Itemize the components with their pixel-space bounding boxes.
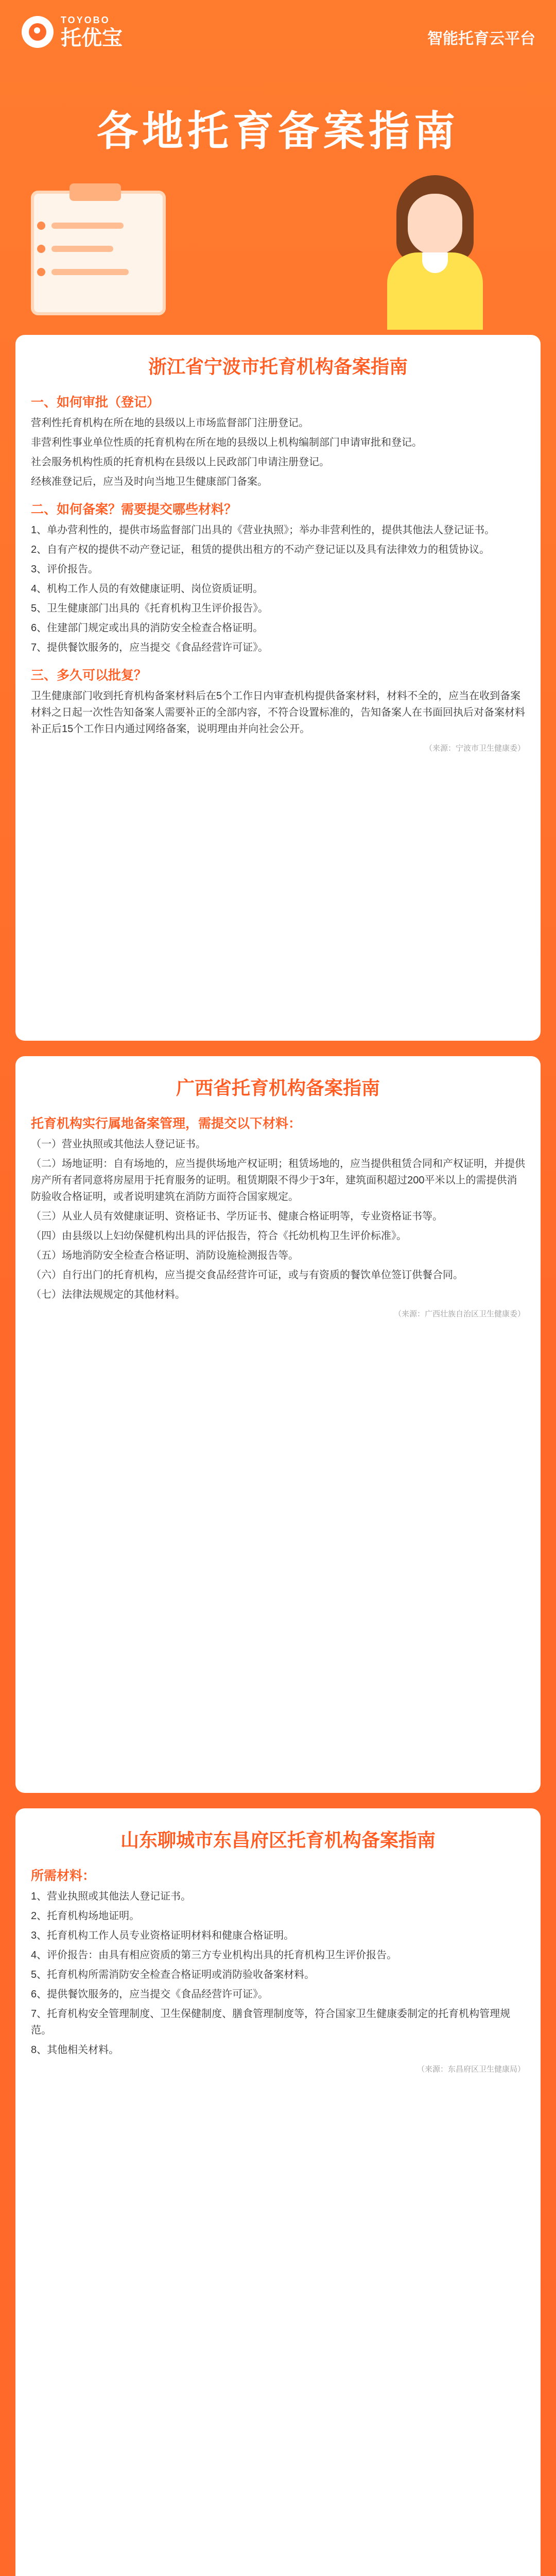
brand-en: TOYOBO	[61, 15, 110, 25]
paragraph: 6、住建部门规定或出具的消防安全检查合格证明。	[31, 622, 264, 634]
paragraph: 2、托育机构场地证明。	[31, 1910, 140, 1922]
card-ningbo	[15, 335, 541, 1041]
paragraph: 6、提供餐饮服务的，应当提交《食品经营许可证》。	[31, 1989, 269, 2000]
paragraph: 8、其他相关材料。	[31, 2044, 119, 2056]
paragraph: 3、评价报告。	[31, 564, 99, 575]
source-note: （来源：东昌府区卫生健康局）	[416, 2065, 525, 2074]
paragraph: （四）由县级以上妇幼保健机构出具的评估报告，符合《托幼机构卫生评价标准》。	[31, 1230, 407, 1242]
paragraph: （一）营业执照或其他法人登记证书。	[31, 1139, 206, 1150]
source-note: （来源：广西壮族自治区卫生健康委）	[393, 1310, 525, 1318]
paragraph: （六）自行出门的托育机构，应当提交食品经营许可证，或与有资质的餐饮单位签订供餐合同。	[31, 1269, 463, 1281]
paragraph: 7、托育机构安全管理制度、卫生保健制度、膳食管理制度等，符合国家卫生健康委制定的托育机构管理规范。	[31, 2008, 511, 2036]
logo-icon	[22, 16, 54, 48]
platform-name: 智能托育云平台	[427, 30, 535, 47]
section-heading: 二、如何备案？需要提交哪些材料？	[31, 502, 237, 517]
paragraph: 2、自有产权的提供不动产登记证，租赁的提供出租方的不动产登记证以及具有法律效力的租赁协议。	[31, 544, 490, 555]
source-note: （来源：宁波市卫生健康委）	[424, 744, 525, 753]
paragraph: 社会服务机构性质的托育机构在县级以上民政部门申请注册登记。	[31, 456, 329, 468]
paragraph: 5、卫生健康部门出具的《托育机构卫生评价报告》。	[31, 603, 269, 614]
teacher-illustration	[355, 165, 510, 330]
card-shandong	[15, 1808, 541, 2576]
section-heading: 一、如何审批（登记）	[31, 395, 160, 410]
paragraph: 7、提供餐饮服务的，应当提交《食品经营许可证》。	[31, 642, 269, 653]
paragraph: 1、单办营利性的，提供市场监督部门出具的《营业执照》；举办非营利性的，提供其他法人登记证书。	[31, 524, 495, 536]
paragraph: 3、托育机构工作人员专业资格证明材料和健康合格证明。	[31, 1930, 294, 1941]
paragraph: （三）从业人员有效健康证明、资格证书、学历证书、健康合格证明等，专业资格证书等。	[31, 1211, 443, 1222]
paragraph: （七）法律法规规定的其他材料。	[31, 1289, 185, 1300]
hero-banner	[0, 0, 556, 330]
paragraph: 4、机构工作人员的有效健康证明、岗位资质证明。	[31, 583, 264, 595]
section-heading: 所需材料：	[31, 1869, 96, 1883]
card-title: 山东聊城市东昌府区托育机构备案指南	[120, 1829, 436, 1851]
brand-text	[61, 15, 123, 48]
paragraph: （五）场地消防安全检查合格证明、消防设施检测报告等。	[31, 1250, 299, 1261]
paragraph: （二）场地证明：自有场地的，应当提供场地产权证明；租赁场地的，应当提供租赁合同和产权证明，并提供房产所有者同意将房屋用于托育服务的证明。租赁期限不得少于3年，建筑面积超过200平米以上的需提供消防验收合格证明，或者说明建筑在消防方面符合国家规定。	[31, 1158, 525, 1202]
card-guangxi	[15, 1056, 541, 1793]
brand-logo	[22, 15, 123, 48]
paragraph: 卫生健康部门收到托育机构备案材料后在5个工作日内审查机构提供备案材料，材料不全的，应当在收到备案材料之日起一次性告知备案人需要补正的全部内容，不符合设置标准的，告知备案人在书面回执后对备案材料补正后15个工作日内通过网络备案，说明理由并向社会公开。	[31, 690, 525, 735]
paragraph: 4、评价报告：由具有相应资质的第三方专业机构出具的托育机构卫生评价报告。	[31, 1950, 397, 1961]
brand-cn: 托优宝	[61, 27, 123, 49]
card-title: 广西省托育机构备案指南	[176, 1077, 380, 1098]
paragraph: 1、营业执照或其他法人登记证书。	[31, 1891, 192, 1902]
paragraph: 经核准登记后，应当及时向当地卫生健康部门备案。	[31, 476, 268, 487]
paragraph: 5、托育机构所需消防安全检查合格证明或消防验收备案材料。	[31, 1969, 315, 1980]
section-heading: 三、多久可以批复？	[31, 668, 147, 683]
page-title: 各地托育备案指南	[97, 108, 459, 154]
section-heading: 托育机构实行属地备案管理，需提交以下材料：	[31, 1116, 302, 1131]
paragraph: 营利性托育机构在所在地的县级以上市场监督部门注册登记。	[31, 417, 309, 429]
paragraph: 非营利性事业单位性质的托育机构在所在地的县级以上机构编制部门申请审批和登记。	[31, 437, 422, 448]
card-title: 浙江省宁波市托育机构备案指南	[148, 356, 408, 377]
clipboard-illustration	[21, 175, 190, 314]
